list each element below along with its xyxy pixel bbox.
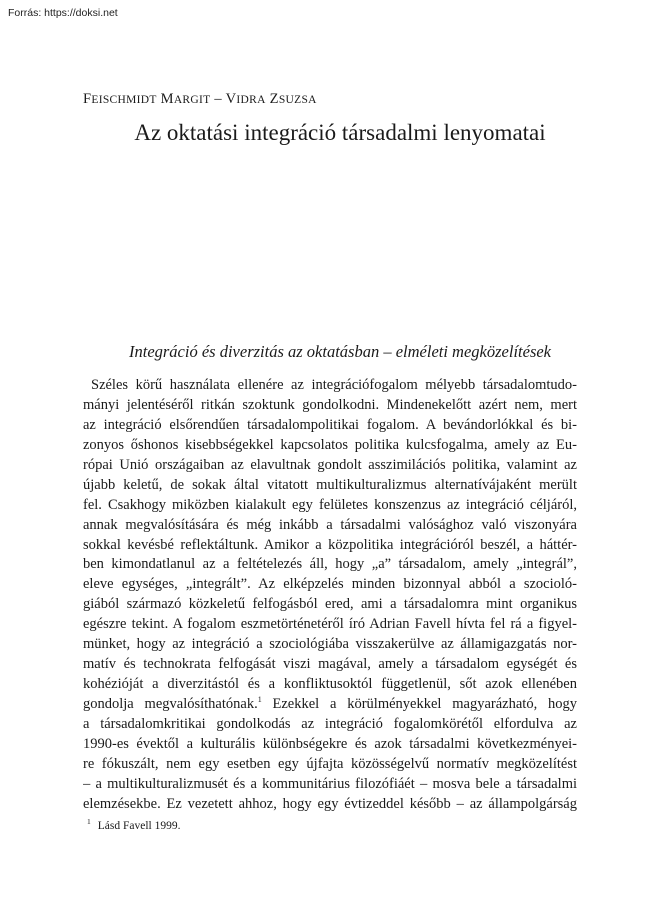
body-line: kohézióját a diverzitástól és a konfliktusoktól függetlenül, sőt azok ellenében <box>83 676 577 693</box>
footnote <box>87 817 180 832</box>
author1-first-initial: F <box>83 91 92 107</box>
page-title: Az oktatási integráció társadalmi lenyomatai <box>134 120 546 145</box>
body-text-segment: Ezekkel a körülményekkel magyarázható, hogy <box>261 696 577 712</box>
footnote-reference[interactable]: 1 <box>257 695 262 705</box>
body-line: 1990-es évektől a kulturális különbségekre és azok társadalmi következményei- <box>83 735 577 752</box>
body-line: fel. Csakhogy miközben kialakult egy felületes konszenzus az integráció céljáról, <box>83 496 577 513</box>
body-line: elemzésekbe. Ez vezetett ahhoz, hogy egy évtizeddel később – az állampolgárság <box>83 795 577 812</box>
author1-first-rest: EISCHMIDT <box>91 94 157 106</box>
body-line: eleve egységes, „integrált”. Az elképzelés minden bizonnyal abból a szocioló- <box>83 576 577 593</box>
body-line: Széles körű használata ellenére az integrációfogalom mélyebb társadalomtudo- <box>91 377 577 393</box>
author-separator: – <box>214 91 222 107</box>
body-line: sokkal kevésbé reflektáltunk. Amikor a közpolitika integrációról beszél, a háttér- <box>83 536 577 553</box>
body-line: münket, hogy az integráció a szociológiába visszakerülve az államigazgatás nor- <box>83 636 577 653</box>
author2-first-rest: IDRA <box>236 94 266 106</box>
body-paragraph <box>83 376 577 815</box>
body-line: – a multikulturalizmusét és a kommunitárius filozófiáét – mosva bele a társadalmi <box>83 775 577 792</box>
body-line: újabb keletű, de sokak által vitatott multikulturalizmus alternatívájaként merült <box>83 476 577 493</box>
body-line: az integráció elsőrendűen társadalompolitikai fogalom. A bevándorlókkal és bi- <box>83 416 577 433</box>
body-line: giából származó közkeletű felfogásból ered, ami a társadalomra mint organikus <box>83 596 577 613</box>
author2-last-initial: Z <box>269 91 279 107</box>
body-line: matív és technokrata felfogását viszi magával, amely a társadalom egységét és <box>83 656 577 673</box>
author1-last-initial: M <box>160 91 174 107</box>
body-line: annak megvalósítására és még inkább a társadalmi valósághoz való viszonyára <box>83 516 577 533</box>
author1-last-rest: ARGIT <box>173 94 211 106</box>
body-text-segment: gondolja megvalósíthatónak. <box>83 696 258 712</box>
body-line: mányi jelentéséről ritkán szoktunk gondolkodni. Mindenekelőtt azért nem, mert <box>83 396 577 413</box>
body-line: ben kimondatlanul az a feltételezés áll, hogy „a” társadalom, amely „integrál”, <box>83 556 577 573</box>
footnote-marker: 1 <box>87 817 91 826</box>
body-line: a társadalomkritikai gondolkodás az integráció fogalomkörétől elfordulva az <box>83 715 577 732</box>
authors-line <box>83 91 317 108</box>
body-line: egészre tekint. A fogalom eszmetörténetéről író Adrian Favell hívta fel rá a figyel- <box>83 616 577 633</box>
body-line: rópai Unió országaiban az elavultnak gondolt asszimilációs politika, valamint az <box>83 456 577 473</box>
author2-first-initial: V <box>225 91 237 107</box>
body-line: re fókuszált, nem egy esetben egy újfajta közösségelvű normatív megközelítést <box>83 755 577 772</box>
section-title: Integráció és diverzitás az oktatásban – elméleti megközelítések <box>128 342 552 361</box>
body-line: zonyos őshonos kisebbségekkel kapcsolatos politika kulcsfogalma, amely az Eu- <box>83 436 577 453</box>
source-label: Forrás: https://doksi.net <box>8 7 118 19</box>
author2-last-rest: SUZSA <box>278 94 317 106</box>
body-line-with-footnote <box>83 695 577 715</box>
footnote-text: Lásd Favell 1999. <box>97 819 181 832</box>
